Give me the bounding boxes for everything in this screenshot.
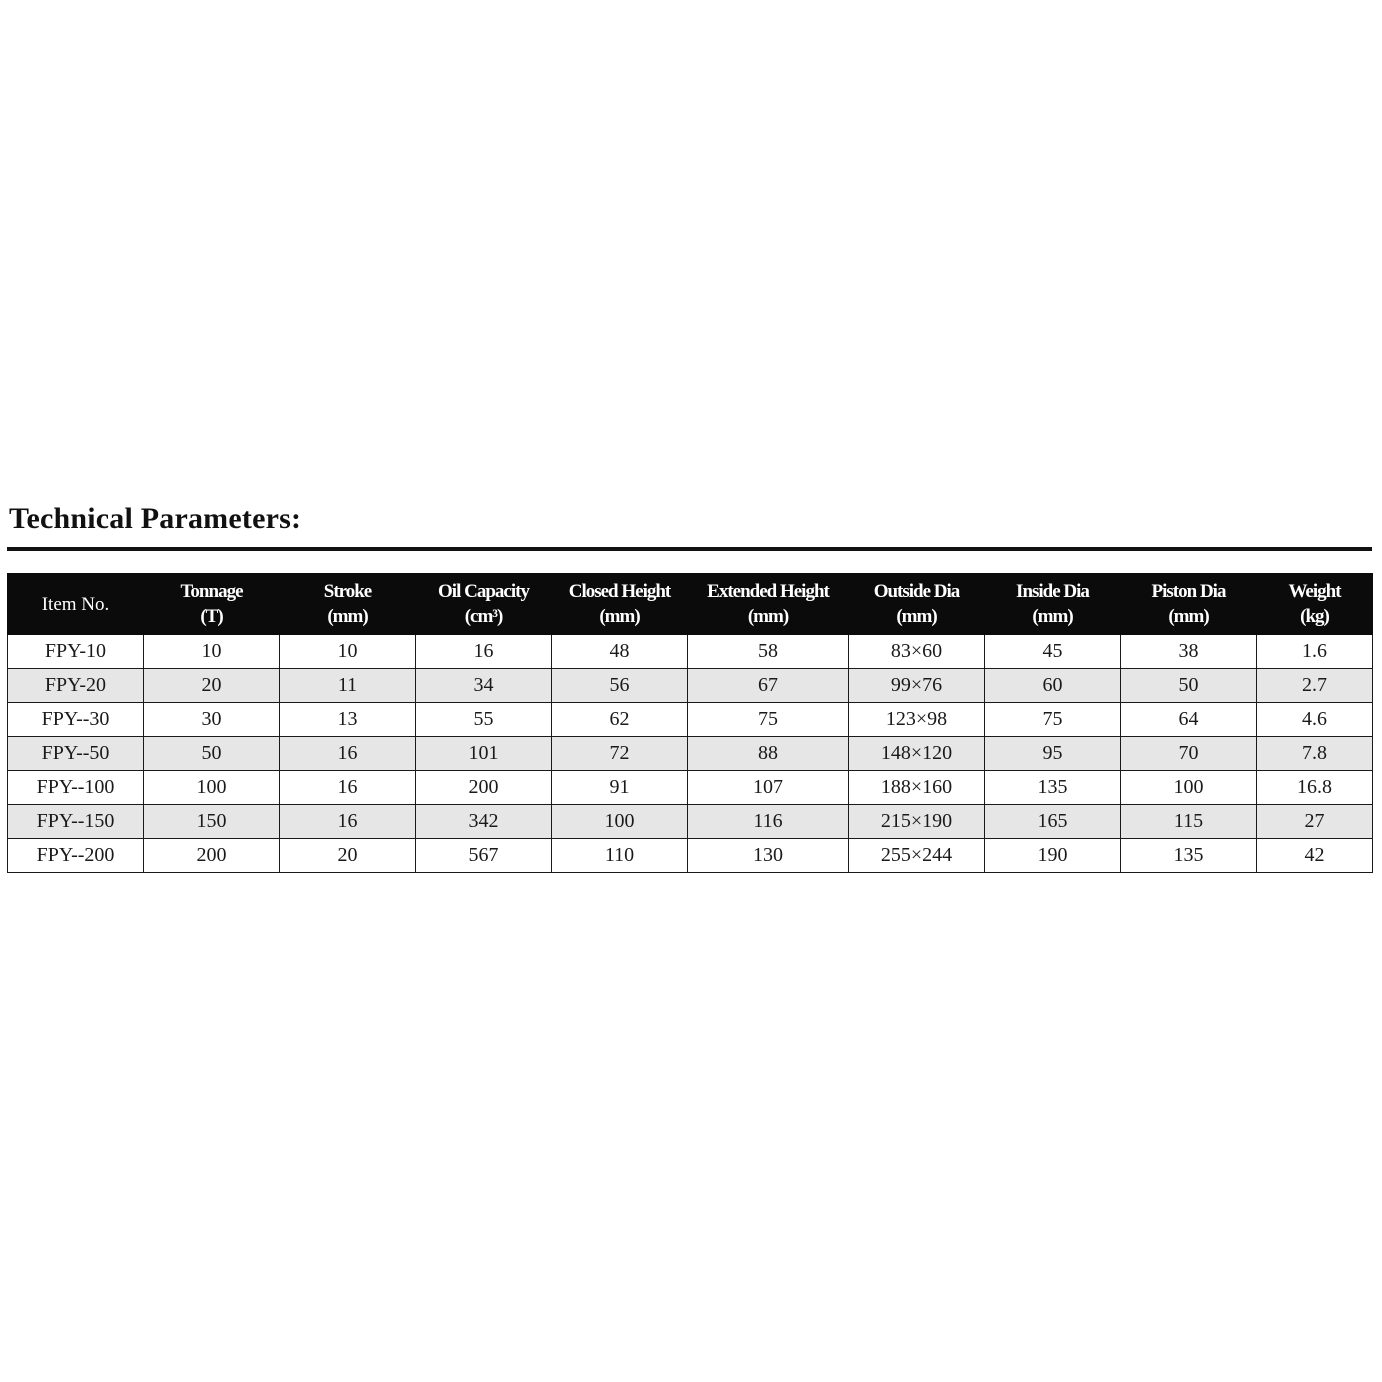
- column-header-label: Stroke: [323, 581, 372, 602]
- table-header: [8, 574, 1373, 635]
- column-header-label: Piston Dia: [1151, 581, 1226, 602]
- column-header-unit: (mm): [599, 606, 640, 627]
- cell-weight: 7.8: [1257, 737, 1373, 771]
- cell-inside-dia: 60: [985, 669, 1121, 703]
- column-header-unit: (mm): [327, 606, 368, 627]
- cell-tonnage: 200: [144, 839, 280, 873]
- cell-stroke: 10: [280, 635, 416, 669]
- cell-stroke: 20: [280, 839, 416, 873]
- cell-closed-height: 48: [552, 635, 688, 669]
- cell-closed-height: 72: [552, 737, 688, 771]
- cell-tonnage: 100: [144, 771, 280, 805]
- cell-weight: 27: [1257, 805, 1373, 839]
- cell-oil-capacity: 200: [416, 771, 552, 805]
- cell-stroke: 16: [280, 771, 416, 805]
- cell-tonnage: 10: [144, 635, 280, 669]
- cell-tonnage: 20: [144, 669, 280, 703]
- column-header-unit: (cm³): [464, 606, 503, 627]
- cell-weight: 1.6: [1257, 635, 1373, 669]
- table-row: [8, 839, 1373, 873]
- table-row: [8, 771, 1373, 805]
- cell-tonnage: 150: [144, 805, 280, 839]
- column-header-outside-dia: [849, 574, 985, 635]
- table-body: [8, 635, 1373, 873]
- column-header-label: Extended Height: [707, 581, 829, 602]
- cell-extended-height: 67: [688, 669, 849, 703]
- cell-piston-dia: 115: [1121, 805, 1257, 839]
- cell-item-no: FPY--100: [8, 771, 144, 805]
- cell-oil-capacity: 55: [416, 703, 552, 737]
- table-row: [8, 669, 1373, 703]
- cell-extended-height: 88: [688, 737, 849, 771]
- cell-closed-height: 91: [552, 771, 688, 805]
- column-header-oil-capacity: [416, 574, 552, 635]
- cell-extended-height: 107: [688, 771, 849, 805]
- cell-item-no: FPY--150: [8, 805, 144, 839]
- cell-weight: 16.8: [1257, 771, 1373, 805]
- cell-piston-dia: 50: [1121, 669, 1257, 703]
- cell-extended-height: 75: [688, 703, 849, 737]
- cell-item-no: FPY--30: [8, 703, 144, 737]
- cell-inside-dia: 95: [985, 737, 1121, 771]
- cell-closed-height: 62: [552, 703, 688, 737]
- cell-item-no: FPY-10: [8, 635, 144, 669]
- column-header-label: Outside Dia: [873, 581, 960, 602]
- cell-piston-dia: 135: [1121, 839, 1257, 873]
- cell-stroke: 11: [280, 669, 416, 703]
- column-header-label: Item No.: [41, 593, 110, 615]
- column-header-extended-height: [688, 574, 849, 635]
- table-row: [8, 805, 1373, 839]
- cell-tonnage: 50: [144, 737, 280, 771]
- cell-extended-height: 116: [688, 805, 849, 839]
- cell-stroke: 16: [280, 737, 416, 771]
- column-header-closed-height: [552, 574, 688, 635]
- cell-piston-dia: 70: [1121, 737, 1257, 771]
- cell-stroke: 13: [280, 703, 416, 737]
- cell-outside-dia: 83×60: [849, 635, 985, 669]
- column-header-unit: (mm): [1032, 606, 1073, 627]
- cell-stroke: 16: [280, 805, 416, 839]
- cell-closed-height: 110: [552, 839, 688, 873]
- cell-item-no: FPY--50: [8, 737, 144, 771]
- cell-piston-dia: 100: [1121, 771, 1257, 805]
- cell-closed-height: 100: [552, 805, 688, 839]
- cell-inside-dia: 75: [985, 703, 1121, 737]
- column-header-label: Closed Height: [568, 581, 671, 602]
- cell-outside-dia: 255×244: [849, 839, 985, 873]
- column-header-unit: (mm): [896, 606, 937, 627]
- column-header-tonnage: [144, 574, 280, 635]
- header-row: [8, 574, 1373, 635]
- cell-outside-dia: 123×98: [849, 703, 985, 737]
- technical-parameters-table: [7, 573, 1373, 873]
- column-header-item-no: [8, 574, 144, 635]
- cell-weight: 42: [1257, 839, 1373, 873]
- column-header-weight: [1257, 574, 1373, 635]
- column-header-unit: (mm): [1168, 606, 1209, 627]
- cell-outside-dia: 99×76: [849, 669, 985, 703]
- cell-outside-dia: 215×190: [849, 805, 985, 839]
- cell-oil-capacity: 567: [416, 839, 552, 873]
- column-header-piston-dia: [1121, 574, 1257, 635]
- column-header-label: Tonnage: [180, 581, 243, 602]
- column-header-label: Oil Capacity: [438, 581, 529, 602]
- column-header-inside-dia: [985, 574, 1121, 635]
- cell-oil-capacity: 34: [416, 669, 552, 703]
- cell-item-no: FPY-20: [8, 669, 144, 703]
- cell-inside-dia: 135: [985, 771, 1121, 805]
- cell-inside-dia: 165: [985, 805, 1121, 839]
- cell-outside-dia: 188×160: [849, 771, 985, 805]
- table-row: [8, 635, 1373, 669]
- page-title: Technical Parameters:: [9, 502, 302, 535]
- table-row: [8, 737, 1373, 771]
- cell-inside-dia: 190: [985, 839, 1121, 873]
- cell-oil-capacity: 342: [416, 805, 552, 839]
- cell-item-no: FPY--200: [8, 839, 144, 873]
- cell-inside-dia: 45: [985, 635, 1121, 669]
- cell-piston-dia: 64: [1121, 703, 1257, 737]
- column-header-label: Weight: [1288, 581, 1341, 602]
- column-header-stroke: [280, 574, 416, 635]
- table-row: [8, 703, 1373, 737]
- column-header-unit: (T): [200, 606, 223, 627]
- cell-tonnage: 30: [144, 703, 280, 737]
- cell-oil-capacity: 16: [416, 635, 552, 669]
- column-header-unit: (kg): [1300, 606, 1329, 627]
- cell-weight: 4.6: [1257, 703, 1373, 737]
- column-header-unit: (mm): [747, 606, 789, 627]
- cell-extended-height: 58: [688, 635, 849, 669]
- cell-weight: 2.7: [1257, 669, 1373, 703]
- column-header-label: Inside Dia: [1016, 581, 1089, 602]
- cell-oil-capacity: 101: [416, 737, 552, 771]
- cell-closed-height: 56: [552, 669, 688, 703]
- title-divider: [7, 547, 1372, 551]
- cell-outside-dia: 148×120: [849, 737, 985, 771]
- cell-piston-dia: 38: [1121, 635, 1257, 669]
- cell-extended-height: 130: [688, 839, 849, 873]
